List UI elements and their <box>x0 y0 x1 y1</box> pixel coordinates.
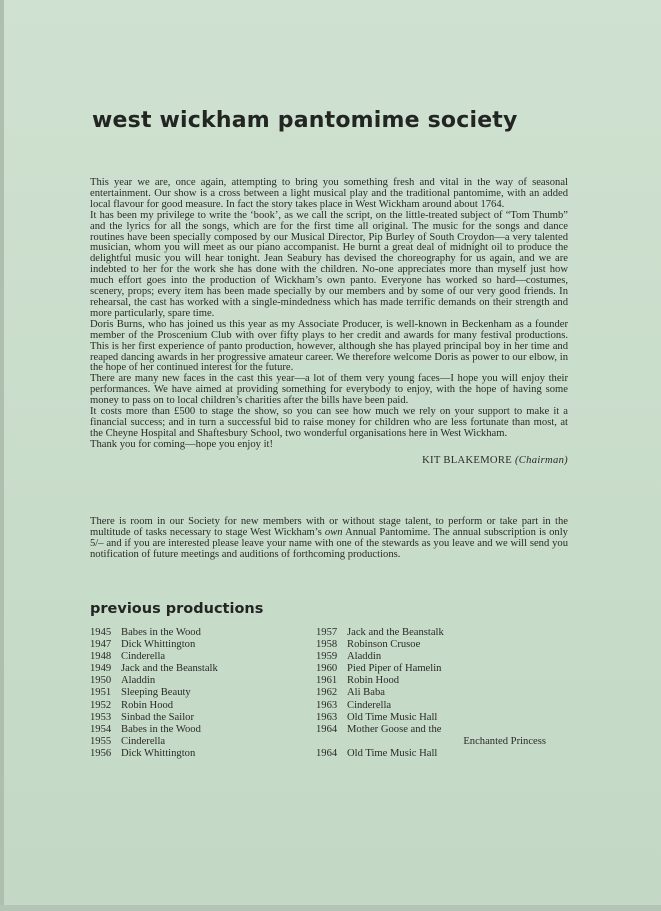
production-year: 1962 <box>316 687 338 699</box>
page-bottom-edge <box>0 905 661 911</box>
production-year: 1957 <box>316 627 338 638</box>
production-year: 1964 <box>316 723 338 735</box>
signature-name: KIT BLAKEMORE <box>422 454 513 466</box>
production-title-line: Robin Hood <box>347 675 400 687</box>
production-title <box>121 627 310 639</box>
production-title <box>121 639 310 651</box>
production-item <box>90 663 310 675</box>
production-title-line: Sinbad the Sailor <box>121 711 194 723</box>
production-year: 1963 <box>316 711 338 723</box>
production-year: 1961 <box>316 675 338 687</box>
production-item <box>90 687 310 699</box>
production-title-line: Old Time Music Hall <box>347 747 438 759</box>
production-item <box>316 663 546 675</box>
production-title-line: Aladdin <box>347 651 382 663</box>
page-spine-shadow <box>0 0 4 911</box>
production-title <box>347 687 546 699</box>
production-year: 1964 <box>316 747 338 759</box>
production-year: 1952 <box>90 699 112 711</box>
membership-emphasis: own <box>324 526 343 538</box>
intro-letter <box>90 178 568 467</box>
production-year: 1954 <box>90 723 112 735</box>
production-title <box>121 724 310 736</box>
production-title-line: Cinderella <box>347 699 392 711</box>
intro-paragraph: There are many new faces in the cast this year—a lot of them very young faces—I hope you will enjoy their performances. We have aimed at providing something for everybody to enjoy, with the hope of having some money to pass on to local children’s charities after the bills have been paid. <box>90 373 568 407</box>
production-year: 1956 <box>90 747 112 759</box>
production-title-line: Robinson Crusoe <box>347 639 421 651</box>
production-title <box>121 700 310 712</box>
production-title-line: Babes in the Wood <box>121 627 201 638</box>
production-item <box>90 651 310 663</box>
production-year: 1955 <box>90 735 112 747</box>
production-item <box>316 748 546 760</box>
production-year: 1945 <box>90 627 112 638</box>
intro-paragraph: It has been my privilege to write the ‘book’, as we call the script, on the little-treated subject of “Tom Thumb” and the lyrics for all the songs, which are for the first time all original. The music for the songs and dance routines have been specially composed by our Musical Director, Pip Burley of South Croydon—a very talented musician, whom you will meet as our piano accompanist. He burnt a great deal of midnight oil to produce the delightful music you will hear tonight. Jean Seabury has devised the choreography for us again, and we are indebted to her for the work she has done with the children. No-one appreciates more than myself just how much effort goes into the production of Wickham’s own panto. Everyone has worked so hard—costumes, scenery, props; every item has been made specially by our members and by some of our very good friends. In rehearsal, the cast has worked with a single-mindedness which has made terrific demands on their strength and more particularly, spare time. <box>90 209 568 319</box>
production-year: 1948 <box>90 651 112 663</box>
production-item <box>316 675 546 687</box>
production-title-line: Babes in the Wood <box>121 723 201 735</box>
production-title-line: Ali Baba <box>347 687 385 699</box>
production-title-line: Old Time Music Hall <box>347 711 438 723</box>
section-heading: previous productions <box>90 601 264 617</box>
production-item <box>90 724 310 736</box>
production-title-line: Jack and the Beanstalk <box>347 627 444 638</box>
intro-paragraph: Doris Burns, who has joined us this year as my Associate Producer, is well-known in Beckenham as a founder member of the Proscenium Club with over fifty plays to her credit and awards for many festival productions. This is her first experience of panto production, however, although she has played principal boy in her time and reaped dancing awards in her progressive amateur career. We therefore welcome Doris as power to our elbow, in the hope of her continued interest for the future. <box>90 318 568 374</box>
productions-list-right <box>316 627 546 760</box>
production-title <box>347 724 546 748</box>
production-title <box>347 651 546 663</box>
production-title-line: Robin Hood <box>121 699 174 711</box>
production-title <box>347 627 546 639</box>
production-title <box>121 651 310 663</box>
production-item <box>316 687 546 699</box>
production-title <box>121 663 310 675</box>
intro-paragraph: Thank you for coming—hope you enjoy it! <box>90 438 274 450</box>
production-item <box>90 627 310 639</box>
production-item <box>316 700 546 712</box>
production-year: 1950 <box>90 675 112 687</box>
production-item <box>316 724 546 748</box>
production-title-line: Dick Whittington <box>121 639 196 651</box>
production-year: 1951 <box>90 687 112 699</box>
production-item <box>316 627 546 639</box>
production-title <box>347 748 546 760</box>
production-item <box>316 712 546 724</box>
production-title <box>347 712 546 724</box>
production-year: 1963 <box>316 699 338 711</box>
production-item <box>90 675 310 687</box>
production-item <box>90 748 310 760</box>
production-title <box>347 700 546 712</box>
production-year: 1960 <box>316 663 338 675</box>
production-title-line: Enchanted Princess <box>463 735 546 747</box>
production-title-line: Pied Piper of Hamelin <box>347 663 442 675</box>
production-title-line: Cinderella <box>121 651 166 663</box>
production-item <box>90 700 310 712</box>
membership-text-after: Annual Pantomime. The annual subscription is only 5/– and if you are interested please leave your name with one of the stewards as you leave and we will send you notification of future meetings and auditions of forthcoming productions. <box>90 526 568 560</box>
production-title-line: Jack and the Beanstalk <box>121 663 218 675</box>
production-year: 1953 <box>90 711 112 723</box>
production-title-line: Aladdin <box>121 675 156 687</box>
production-item <box>316 651 546 663</box>
production-title-line: Mother Goose and the <box>347 723 442 735</box>
production-title <box>121 687 310 699</box>
page-title: west wickham pantomime society <box>92 108 518 133</box>
production-title <box>121 748 310 760</box>
production-item <box>316 639 546 651</box>
production-title <box>121 712 310 724</box>
intro-paragraph: This year we are, once again, attempting to bring you something fresh and vital in the way of seasonal entertainment. Our show is a cross between a light musical play and the traditional pantomime, with an added local flavour for good measure. In fact the story takes place in West Wickham around about 1764. <box>90 177 568 210</box>
production-item <box>90 639 310 651</box>
membership-text-before: There is room in our Society for new members with or without stage talent, to perform or take part in the multitude of tasks necessary to stage West Wickham’s <box>90 516 568 538</box>
production-title <box>121 675 310 687</box>
production-item <box>90 736 310 748</box>
production-item <box>90 712 310 724</box>
production-year: 1947 <box>90 639 112 651</box>
production-title-line: Dick Whittington <box>121 747 196 759</box>
production-year: 1958 <box>316 639 338 651</box>
production-title-line: Sleeping Beauty <box>121 687 191 699</box>
production-year: 1949 <box>90 663 112 675</box>
signature <box>90 456 568 467</box>
production-title <box>347 675 546 687</box>
intro-paragraph: It costs more than £500 to stage the show, so you can see how much we rely on your support to make it a financial success; and in turn a successful bid to raise money for children who are less fortunate than most, at the Cheyne Hospital and Shaftesbury School, two wonderful organisations here in West Wickham. <box>90 406 568 439</box>
production-title-line: Cinderella <box>121 735 166 747</box>
production-title <box>347 639 546 651</box>
production-title <box>121 736 310 748</box>
productions-list-left <box>90 627 310 760</box>
production-title <box>347 663 546 675</box>
signature-role: (Chairman) <box>514 454 568 466</box>
production-year: 1959 <box>316 651 338 663</box>
membership-paragraph <box>90 517 568 561</box>
